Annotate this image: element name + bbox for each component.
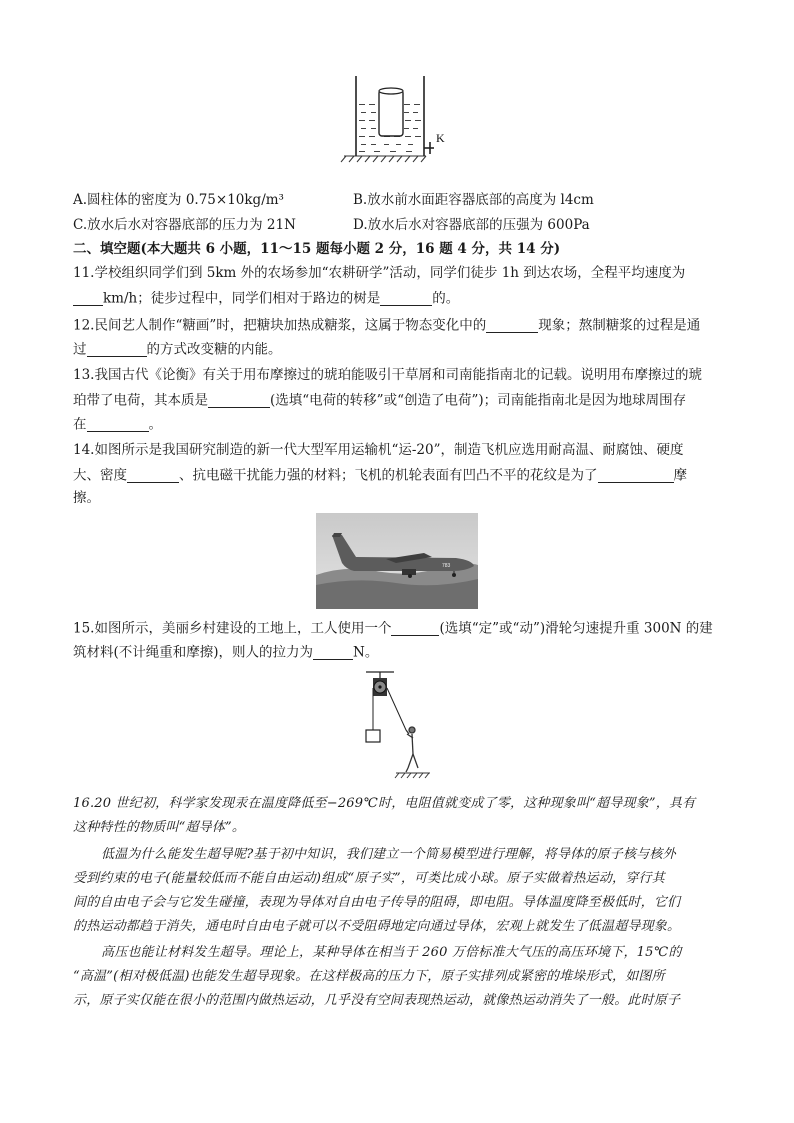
valve-k-label: K: [436, 131, 445, 145]
q11-blank-motion[interactable]: [380, 291, 432, 306]
q12-text-b: 现象；熬制糖浆的过程是通: [538, 317, 701, 334]
option-d: D.放水后水对容器底部的压强为 600Pa: [353, 217, 590, 233]
worker: [406, 727, 418, 772]
q16-p2-line1: 低温为什么能发生超导呢?基于初中知识，我们建立一个简易模型进行理解，将导体的原子核与核外: [101, 847, 676, 862]
q11-text-b: 的。: [432, 290, 460, 307]
valve-k: [424, 142, 434, 154]
aircraft-number: 783: [442, 563, 451, 569]
q13-text-b: (选填“电荷的转移”或“创造了电荷”)；司南能指南北是因为地球周围存: [270, 392, 687, 409]
load-block: [366, 730, 380, 742]
q15-blank-pulley[interactable]: [391, 621, 439, 636]
q14-blank-friction[interactable]: [598, 468, 674, 483]
q12-text-d: 的方式改变糖的内能。: [146, 341, 282, 358]
q16-p3-line3: 示，原子实仅能在很小的范围内做热运动，几乎没有空间表现热运动，就像热运动消失了一般。此时原子: [73, 993, 681, 1008]
q16-p3-line1: 高压也能让材料发生超导。理论上，某种导体在相当于 260 万倍标准大气压的高压环境下，15℃的: [101, 945, 682, 960]
q16-p1-line2: 这种特性的物质叫“超导体”。: [73, 820, 246, 835]
q14-line1: 14.如图所示是我国研究制造的新一代大型军用运输机“运-20”，制造飞机应选用耐高温、耐腐蚀、硬度: [73, 442, 684, 458]
q15-text-c: 筑材料(不计绳重和摩擦)，则人的拉力为: [73, 644, 314, 661]
q13-text-a: 珀带了电荷，其本质是: [73, 392, 208, 409]
q15-line1: [73, 621, 713, 636]
q11-line1: 11.学校组织同学们到 5km 外的农场参加“农耕研学”活动，同学们徒步 1h 到达农场，全程平均速度为: [73, 265, 686, 281]
q13-line2: [73, 393, 686, 408]
q12-line2: [73, 342, 282, 357]
q14-text-b: 、抗电磁干扰能力强的材料；飞机的机轮表面有凹凸不平的花纹是为了: [179, 467, 598, 484]
fixed-pulley: [373, 678, 387, 696]
q13-blank-essence[interactable]: [208, 393, 270, 408]
q15-text-b: (选填“定”或“动”)滑轮匀速提升重 300N 的建: [439, 620, 713, 637]
q12-blank-phase[interactable]: [486, 318, 538, 333]
q14-blank-density[interactable]: [127, 468, 179, 483]
q16-p1-line1: 16.20 世纪初，科学家发现汞在温度降低至−269℃时，电阻值就变成了零，这种现象叫“超导现象”，具有: [73, 796, 696, 811]
q15-text-a: 15.如图所示，美丽乡村建设的工地上，工人使用一个: [73, 620, 392, 637]
q12-text-c: 过: [73, 341, 87, 358]
option-a: A.圆柱体的密度为 0.75×10kg/m³: [73, 192, 284, 208]
hills-near: [316, 579, 478, 609]
q11-line2: [73, 291, 459, 306]
q16-p2-line3: 间的自由电子会与它发生碰撞，表现为导体对自由电子传导的阻碍，即电阻。导体温度降至极低时，它们: [73, 895, 681, 910]
q12-line1: [73, 318, 700, 333]
worker-ground: [395, 773, 430, 778]
option-c: C.放水后水对容器底部的压力为 21N: [73, 217, 296, 233]
q16-p3-line2: “高温”(相对极低温)也能发生超导现象。在这样极高的压力下，原子实排列成紧密的堆垛形式，如图所: [73, 969, 665, 984]
q12-text-a: 12.民间艺人制作“糖画”时，把糖块加热成糖浆，这属于物态变化中的: [73, 317, 487, 334]
q14-line3: 擦。: [73, 490, 100, 506]
option-b: B.放水前水面距容器底部的高度为 l4cm: [353, 192, 594, 208]
q14-line2: [73, 468, 687, 483]
q13-text-c: 在: [73, 416, 87, 433]
q13-blank-field[interactable]: [87, 417, 149, 432]
q14-text-c: 摩: [673, 467, 687, 484]
q13-line3: [73, 417, 162, 432]
q12-blank-method[interactable]: [87, 342, 147, 357]
q15-line2: [73, 645, 378, 660]
hatched-ground: [341, 156, 426, 162]
section-2-header: 二、填空题(本大题共 6 小题，11～15 题每小题 2 分，16 题 4 分，共 14 分): [73, 241, 561, 257]
q13-line1: 13.我国古代《论衡》有关于用布摩擦过的琥珀能吸引干草屑和司南能指南北的记载。说明用布摩擦过的琥: [73, 367, 702, 383]
q15-text-d: N。: [353, 644, 379, 661]
q11-text-a: km/h；徒步过程中，同学们相对于路边的树是: [103, 290, 381, 307]
transport-aircraft-photo: [316, 513, 478, 609]
cylinder: [379, 88, 403, 136]
pulley-worker-figure: [356, 668, 436, 780]
q13-text-d: 。: [148, 416, 162, 433]
q11-blank-speed[interactable]: [73, 291, 103, 306]
q16-p2-line2: 受到约束的电子(能量较低而不能自由运动)组成“原子实”，可类比成小球。原子实做着热运动，穿行其: [73, 871, 665, 886]
q15-blank-force[interactable]: [313, 645, 353, 660]
container-cylinder-figure: [338, 72, 458, 164]
q14-text-a: 大、密度: [73, 467, 127, 484]
q16-p2-line4: 的热运动都趋于消失，通电时自由电子就可以不受阻碍地定向通过导体，宏观上就发生了低温超导现象。: [73, 919, 681, 934]
